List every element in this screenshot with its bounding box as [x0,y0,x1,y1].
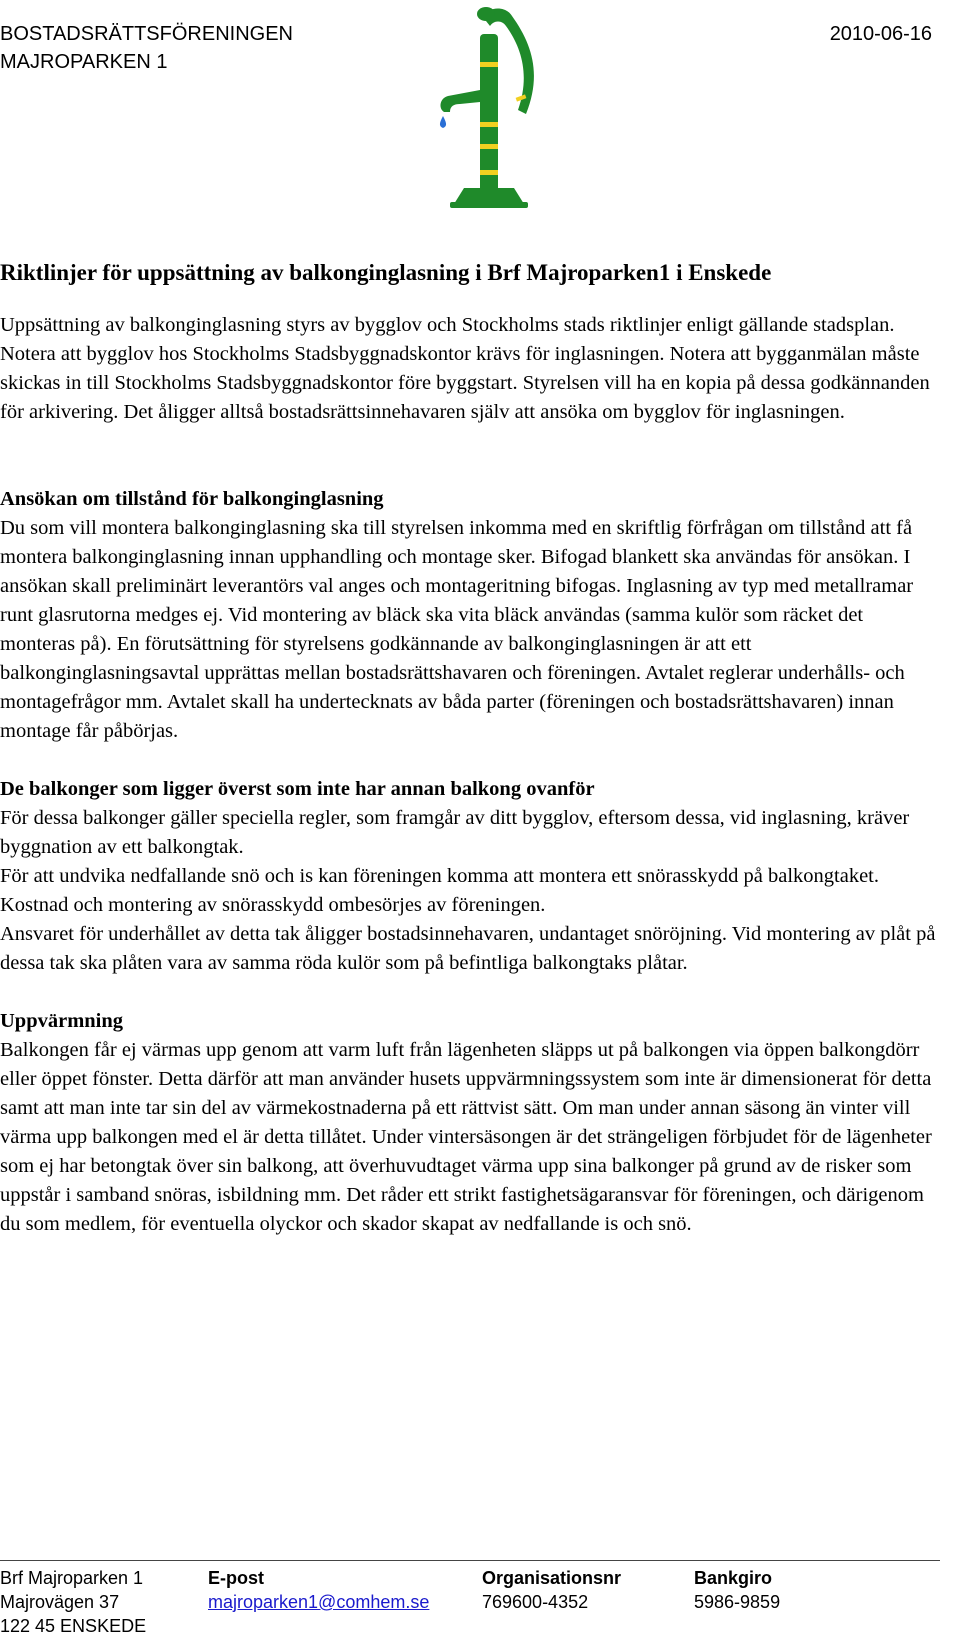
footer-org-label: Organisationsnr [482,1568,622,1588]
footer-email-label: E-post [208,1568,264,1588]
association-name-line2: MAJROPARKEN 1 [0,51,168,73]
document-body [0,256,940,1239]
footer-bank-col [694,1566,780,1614]
footer-street: Majrovägen 37 [0,1592,120,1612]
intro-paragraph: Uppsättning av balkonginglasning styrs av bygglov och Stockholms stads riktlinjer enligt gällande stadsplan. Notera att bygglov hos Stockholms Stadsbyggnadskontor krävs för inglasningen. Notera att bygganmälan måste skickas in till Stockholms Stadsbyggnadskontor före byggstart. Styrelsen vill ha en kopia på dessa godkännanden för arkivering. Det åligger alltså bostadsrättsinnehavaren själv att ansöka om bygglov för inglasningen. [0,314,930,423]
association-name-line1: BOSTADSRÄTTSFÖRENINGEN [0,23,293,45]
footer-email-col [208,1566,429,1614]
document-title: Riktlinjer för uppsättning av balkonginglasning i Brf Majroparken1 i Enskede [0,260,772,285]
section-paragraph: Balkongen får ej värmas upp genom att varm luft från lägenheten släpps ut på balkongen via öppen balkongdörr eller öppet fönster. Detta därför att man använder husets uppvärmningssystem som inte är dimensionerat för detta samt att man inte tar sin del av värmekostnaderna på ett rättvist sätt. Om man under annan säsong än vinter vill värma upp balkongen med el är detta tillåtet. Under vintersäsongen är det strängeligen förbjudet för de lägenheter som ej har betongtak över sin balkong, att överhuvudtaget värma upp sina balkonger på grund av de risker som uppstår i samband snöras, isbildning mm. Det råder ett strikt fastighetsägaransvar för föreningen, och därigenom du som medlem, för eventuella olyckor och skador skapat av nedfallande is och snö. [0,1039,932,1235]
section-heading: Uppvärmning [0,1010,124,1032]
section-paragraph: För dessa balkonger gäller speciella regler, som framgår av ditt bygglov, eftersom dessa, vid inglasning, kräver byggnation av ett balkongtak. [0,807,910,858]
section-top-balconies [0,775,940,978]
footer-bank-label: Bankgiro [694,1568,773,1588]
footer-postal: 122 45 ENSKEDE [0,1616,147,1636]
footer-bank-number: 5986-9859 [694,1592,781,1612]
footer-org-number: 769600-4352 [482,1592,589,1612]
section-heading: Ansökan om tillstånd för balkonginglasning [0,488,384,510]
section-paragraph: För att undvika nedfallande snö och is kan föreningen komma att montera ett snörasskydd på balkongtaket. Kostnad och montering av snörasskydd ombesörjes av föreningen. [0,865,879,916]
footer-org-col [482,1566,621,1614]
section-paragraph: Ansvaret för underhållet av detta tak åligger bostadsinnehavaren, undantaget snöröjning. Vid montering av plåt på dessa tak ska plåten vara av samma röda kulör som på befintliga balkongtaks plåtar. [0,923,936,974]
section-heating [0,1007,940,1239]
association-name [0,20,293,76]
water-pump-icon [420,4,570,224]
footer-address [0,1566,146,1638]
footer-name: Brf Majroparken 1 [0,1568,144,1588]
section-heading: De balkonger som ligger överst som inte har annan balkong ovanför [0,778,595,800]
section-application [0,485,940,746]
footer-email-link[interactable]: majroparken1@comhem.se [208,1592,430,1612]
footer-divider [0,1560,940,1561]
section-paragraph: Du som vill montera balkonginglasning ska till styrelsen inkomma med en skriftlig förfrågan om tillstånd att få montera balkonginglasning innan upphandling och montage sker. Bifogad blankett ska användas för ansökan. I ansökan skall preliminärt leverantörs val anges och montageritning bifogas. Inglasning av typ med metallramar runt glasrutorna medges ej. Vid montering av bläck ska vita bläck användas (samma kulör som räcket det monteras på). En förutsättning för styrelsens godkännande av balkonginglasningen är att ett balkonginglasningsavtal upprättas mellan bostadsrättshavaren och föreningen. Avtalet reglerar underhålls- och montagefrågor mm. Avtalet skall ha undertecknats av båda parter (föreningen och bostadsrättshavaren) innan montage får påbörjas. [0,517,914,742]
document-date: 2010-06-16 [829,23,932,45]
